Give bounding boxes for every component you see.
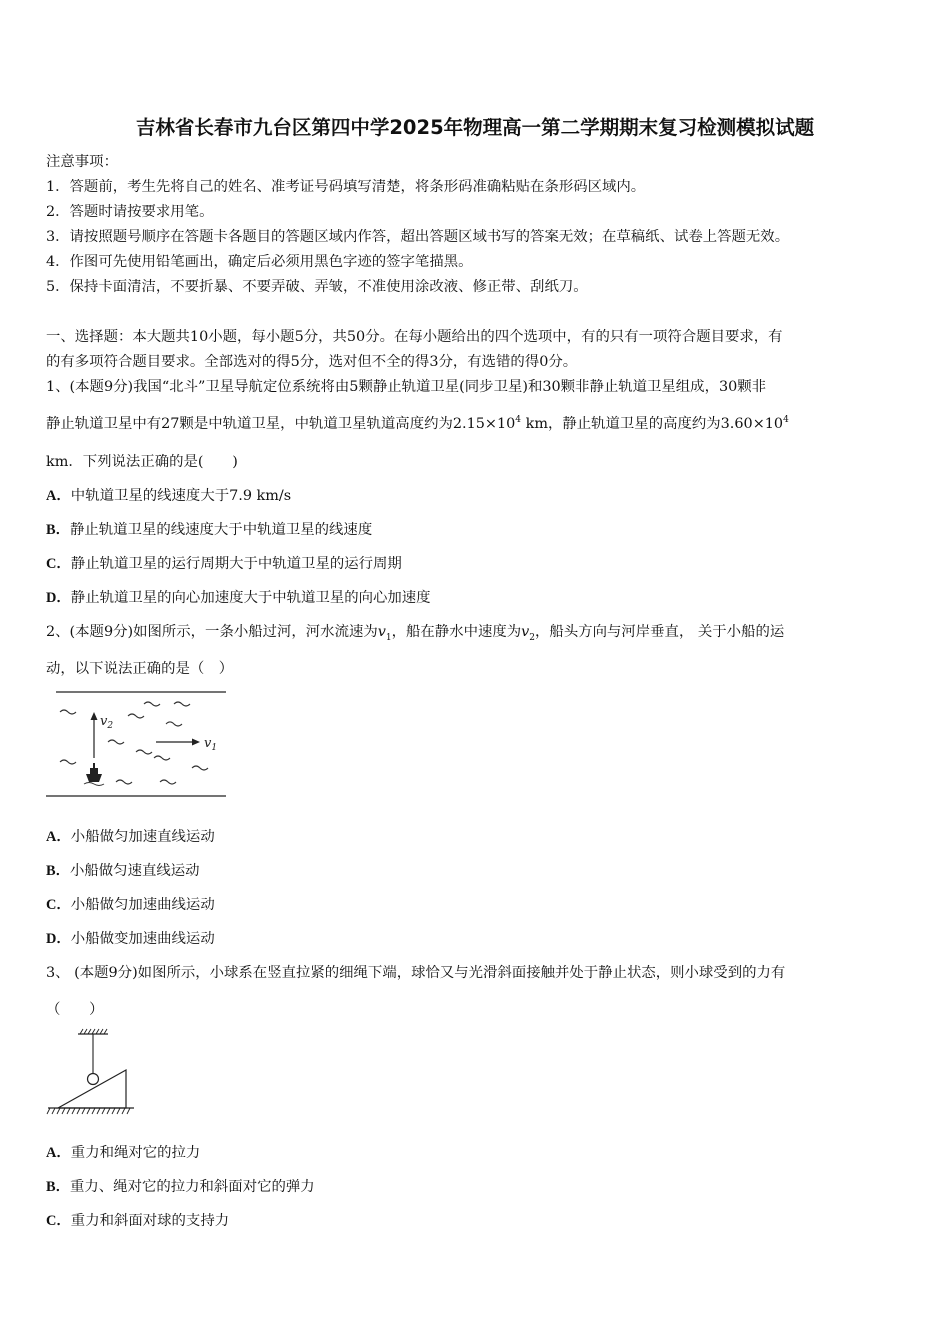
q3-option-a[interactable] bbox=[46, 1143, 200, 1163]
q3-option-c-text: 重力和斜面对球的支持力 bbox=[70, 1213, 230, 1229]
q2-option-c-text: 小船做匀加速曲线运动 bbox=[70, 897, 215, 913]
q1-exponent-1: 4 bbox=[515, 415, 522, 426]
q1-stem-line2-part1: 静止轨道卫星中有27颗是中轨道卫星，中轨道卫星轨道高度约为2.15×10 bbox=[46, 416, 516, 432]
q2-river-figure bbox=[44, 686, 230, 802]
boat-icon bbox=[84, 763, 104, 786]
q2-option-b[interactable] bbox=[46, 861, 200, 881]
q3-option-a-text: 重力和绳对它的拉力 bbox=[70, 1145, 201, 1161]
v1-label: $v_1$ bbox=[204, 736, 218, 753]
q1-option-d[interactable] bbox=[46, 588, 431, 608]
ground-hatching bbox=[47, 1108, 130, 1114]
q2-option-d[interactable] bbox=[46, 929, 215, 949]
q2-option-a[interactable] bbox=[46, 827, 215, 847]
q2-option-a-text: 小船做匀加速直线运动 bbox=[70, 829, 215, 845]
v1-arrowhead bbox=[192, 739, 200, 746]
q2-stem-line1 bbox=[46, 622, 784, 642]
q2-v1-sub: 1 bbox=[385, 632, 392, 643]
q3-option-b[interactable] bbox=[46, 1177, 315, 1197]
q2-option-c[interactable] bbox=[46, 895, 215, 915]
water-wave-marks bbox=[60, 702, 208, 784]
q3-option-b-text: 重力、绳对它的拉力和斜面对它的弹力 bbox=[70, 1179, 315, 1195]
q1-stem-line1: 1、(本题9分)我国“北斗”卫星导航定位系统将由5颗静止轨道卫星(同步卫星)和30颗非静止轨道卫星组成，30颗非 bbox=[46, 379, 767, 395]
v2-label: $v_2$ bbox=[100, 714, 114, 731]
q1-option-a-text: 中轨道卫星的线速度大于7.9 km/s bbox=[70, 488, 292, 504]
section-instructions-line2: 的有多项符合题目要求。全部选对的得5分，选对但不全的得3分，有选错的得0分。 bbox=[46, 354, 578, 370]
q2-option-b-letter: B． bbox=[46, 863, 70, 879]
q3-stem-line1: 3、 (本题9分)如图所示，小球系在竖直拉紧的细绳下端，球恰又与光滑斜面接触并处于静止状态，则小球受到的力有 bbox=[46, 965, 786, 981]
q2-stem-line2: 动，以下说法正确的是（ ） bbox=[46, 661, 234, 677]
q2-option-c-letter: C． bbox=[46, 897, 71, 913]
q1-option-d-letter: D． bbox=[46, 590, 71, 606]
notice-item-2: 2．答题时请按要求用笔。 bbox=[46, 204, 214, 220]
q2-option-a-letter: A． bbox=[46, 829, 71, 845]
page-title: 吉林省长春市九台区第四中学2025年物理高一第二学期期末复习检测模拟试题 bbox=[135, 116, 815, 139]
q3-incline-figure bbox=[44, 1028, 140, 1120]
q1-exponent-2: 4 bbox=[783, 415, 789, 426]
ball bbox=[88, 1074, 99, 1085]
q2-option-b-text: 小船做匀速直线运动 bbox=[70, 863, 200, 879]
q1-stem-line2 bbox=[46, 414, 789, 434]
q2-option-d-text: 小船做变加速曲线运动 bbox=[70, 931, 215, 947]
q3-option-c-letter: C． bbox=[46, 1213, 71, 1229]
q2-stem-part3: ，船头方向与河岸垂直， 关于小船的运 bbox=[535, 624, 785, 640]
q3-option-b-letter: B． bbox=[46, 1179, 70, 1195]
notice-item-3: 3．请按照题号顺序在答题卡各题目的答题区域内作答，超出答题区域书写的答案无效；在草稿纸、试卷上答题无效。 bbox=[46, 229, 790, 245]
notice-item-4: 4．作图可先使用铅笔画出，确定后必须用黑色字迹的签字笔描黑。 bbox=[46, 254, 473, 270]
notice-item-5: 5．保持卡面清洁，不要折暴、不要弄破、弄皱，不准使用涂改液、修正带、刮纸刀。 bbox=[46, 279, 588, 295]
v2-arrowhead bbox=[91, 712, 98, 720]
q3-stem-line2: （ ） bbox=[46, 1002, 104, 1018]
q2-stem-part1: 2、(本题9分)如图所示，一条小船过河，河水流速为 bbox=[46, 624, 378, 640]
q2-v1-symbol: v bbox=[377, 624, 386, 640]
q3-option-c[interactable] bbox=[46, 1211, 229, 1231]
q1-option-b-text: 静止轨道卫星的线速度大于中轨道卫星的线速度 bbox=[70, 522, 373, 538]
section-instructions-line1: 一、选择题：本大题共10小题，每小题5分，共50分。在每小题给出的四个选项中，有的只有一项符合题目要求，有 bbox=[46, 329, 783, 345]
q2-stem-part2: ，船在静水中速度为 bbox=[391, 624, 522, 640]
q2-option-d-letter: D． bbox=[46, 931, 71, 947]
q1-option-a-letter: A． bbox=[46, 488, 71, 504]
q2-v2-symbol: v bbox=[521, 624, 530, 640]
q1-option-c-letter: C． bbox=[46, 556, 71, 572]
q3-option-a-letter: A． bbox=[46, 1145, 71, 1161]
ceiling-hatching bbox=[80, 1029, 107, 1034]
q1-option-b-letter: B． bbox=[46, 522, 70, 538]
q2-v2-sub: 2 bbox=[529, 632, 536, 643]
notice-item-1: 1．答题前，考生先将自己的姓名、准考证号码填写清楚，将条形码准确粘贴在条形码区域内。 bbox=[46, 179, 646, 195]
q1-option-b[interactable] bbox=[46, 520, 372, 540]
notice-heading: 注意事项： bbox=[46, 154, 118, 170]
q1-stem-line3: km．下列说法正确的是( ) bbox=[46, 454, 238, 470]
q1-option-c-text: 静止轨道卫星的运行周期大于中轨道卫星的运行周期 bbox=[70, 556, 402, 572]
q1-option-c[interactable] bbox=[46, 554, 402, 574]
q1-option-a[interactable] bbox=[46, 486, 291, 506]
q1-option-d-text: 静止轨道卫星的向心加速度大于中轨道卫星的向心加速度 bbox=[70, 590, 431, 606]
q1-stem-line2-part2: km，静止轨道卫星的高度约为3.60×10 bbox=[525, 416, 784, 432]
